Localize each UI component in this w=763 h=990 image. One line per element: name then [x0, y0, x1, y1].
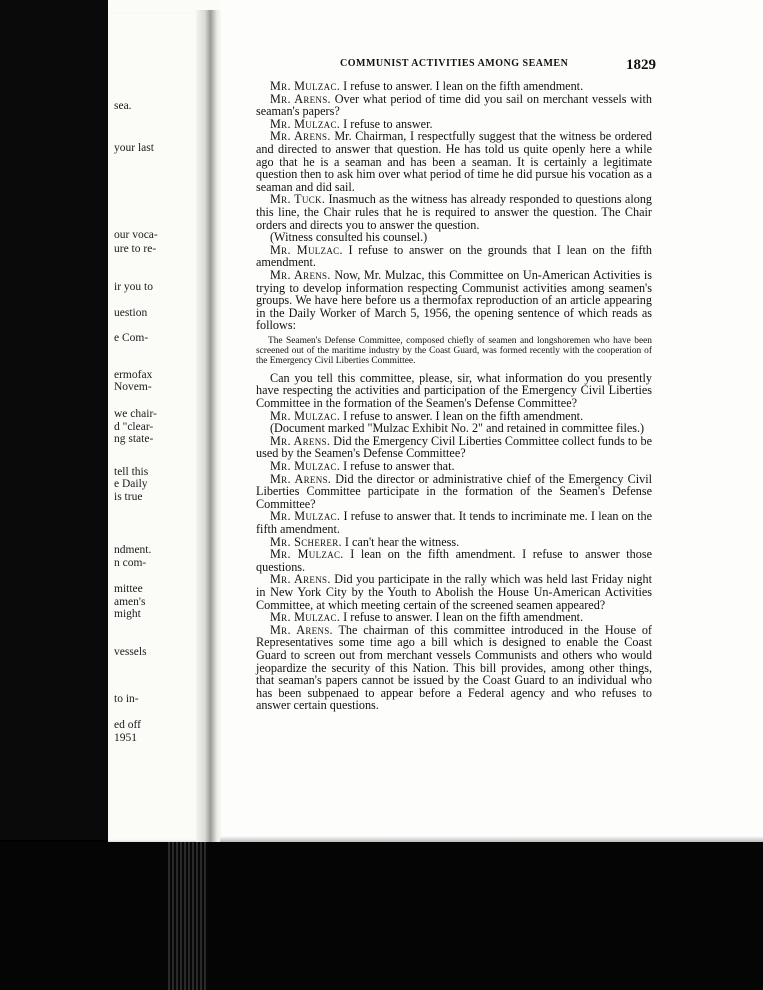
- paragraph-text: I refuse to answer that. It tends to incriminate me. I lean on the fifth amendment.: [256, 509, 652, 536]
- paragraph-text: Over what period of time did you sail on merchant vessels with seaman's papers?: [256, 91, 652, 119]
- facing-page-fragment: ng state-: [114, 433, 154, 445]
- facing-page-fragment: our voca-: [114, 229, 158, 241]
- transcript-paragraph: [256, 269, 652, 332]
- speaker-name: Mr. Arens.: [270, 471, 332, 486]
- transcript-paragraph: [256, 193, 652, 231]
- paragraph-text: I refuse to answer.: [343, 116, 433, 131]
- speaker-name: Mr. Mulzac.: [270, 116, 341, 131]
- speaker-name: Mr. Mulzac.: [270, 242, 343, 257]
- facing-page-fragment: n com-: [114, 557, 147, 569]
- transcript-paragraph: [256, 624, 652, 712]
- paragraph-text: Did the Emergency Civil Liberties Committee collect funds to be used by the Seamen's Defense Committee?: [256, 433, 652, 461]
- facing-page-fragment: ir you to: [114, 281, 153, 293]
- facing-page-fragment: ure to re-: [114, 243, 157, 255]
- speaker-name: Mr. Arens.: [270, 572, 331, 587]
- facing-page-fragment: ed off: [114, 719, 141, 731]
- scan-left-dark-margin: [0, 0, 114, 840]
- speaker-name: Mr. Mulzac.: [270, 459, 341, 474]
- paragraph-text: I refuse to answer on the grounds that I lean on the fifth amendment.: [256, 242, 652, 270]
- transcript-paragraph: [256, 548, 652, 573]
- paragraph-text: I refuse to answer. I lean on the fifth amendment.: [343, 408, 584, 423]
- facing-page-fragment: e Com-: [114, 332, 149, 344]
- paragraph-text: I refuse to answer that.: [343, 459, 455, 474]
- facing-page-fragment: Novem-: [114, 381, 152, 393]
- paragraph-text: Mr. Chairman, I respectfully suggest that the witness be ordered and directed to answer that question. He has told us quite openly here a while ago that he is a seaman and has been a seaman. It is certainly a legitimate question then to ask him over what period of time he did pursue his vocation as a seaman and did sail.: [256, 129, 652, 194]
- speaker-name: Mr. Arens.: [270, 267, 331, 282]
- paragraph-text: Did you participate in the rally which was held last Friday night in New York City by the Youth to Abolish the House Un-American Activities Committee, at which meeting certain of the screened seamen appeared?: [256, 572, 652, 612]
- transcript-paragraph: [256, 372, 652, 410]
- speaker-name: Mr. Mulzac.: [270, 610, 341, 625]
- paragraph-text: (Document marked "Mulzac Exhibit No. 2" and retained in committee files.): [270, 421, 645, 436]
- transcript-paragraph: [256, 244, 652, 269]
- scan-bottom-streaks: [168, 842, 208, 990]
- facing-page-fragment: ndment.: [114, 544, 152, 556]
- facing-page-fragment: d "clear-: [114, 421, 154, 433]
- transcript-paragraph: [256, 573, 652, 611]
- facing-page-fragment: sea.: [114, 100, 132, 112]
- paragraph-text: The Seamen's Defense Committee, composed chiefly of seamen and longshoremen who have been screened out of the maritime industry by the Coast Guard, was formed recently with the cooperation of the Emergency Civil Liberties Committee.: [256, 335, 652, 366]
- speaker-name: Mr. Mulzac.: [270, 79, 341, 93]
- speaker-name: Mr. Tuck.: [270, 192, 326, 207]
- facing-page-fragment: to in-: [114, 693, 139, 705]
- speaker-name: Mr. Arens.: [270, 91, 331, 106]
- paragraph-text: I refuse to answer. I lean on the fifth amendment.: [343, 610, 584, 625]
- running-head: COMMUNIST ACTIVITIES AMONG SEAMEN: [340, 58, 569, 69]
- book-gutter: [196, 10, 222, 842]
- transcript-paragraph: [256, 93, 652, 118]
- facing-page-fragment: e Daily: [114, 478, 148, 490]
- paragraph-text: The chairman of this committee introduced in the House of Representatives some time ago a bill which is designed to enable the Coast Guard to screen out from merchant vessels Communists and others who would jeopardize the security of this Nation. This bill provides, among other things, that seaman's papers cannot be issued by the Coast Guard to an individual who has been subpenaed to appear before a Federal agency and who refuses to answer certain questions.: [256, 622, 652, 713]
- paragraph-text: Inasmuch as the witness has already responded to questions along this line, the Chair rules that he is required to answer the question. The Chair orders and directs you to answer the question.: [256, 192, 653, 232]
- facing-page-fragment: tell this: [114, 466, 149, 478]
- facing-page-fragment: might: [114, 608, 141, 620]
- paragraph-text: I can't hear the witness.: [344, 534, 460, 549]
- facing-page-fragment: is true: [114, 491, 143, 503]
- speaker-name: Mr. Scherer.: [270, 534, 342, 549]
- paragraph-text: I lean on the fifth amendment. I refuse to answer those questions.: [256, 547, 652, 574]
- paragraph-text: I refuse to answer. I lean on the fifth amendment.: [343, 79, 584, 93]
- speaker-name: Mr. Mulzac.: [270, 408, 341, 423]
- speaker-name: Mr. Arens.: [270, 129, 331, 144]
- facing-page-fragment: amen's: [114, 596, 146, 608]
- paragraph-text: Can you tell this committee, please, sir, what information do you presently have respecting the activities and participation of the Emergency Civil Liberties Committee in the formation of the Seamen's Defense Committee?: [256, 370, 652, 411]
- paragraph-text: Now, Mr. Mulzac, this Committee on Un-American Activities is trying to develop information respecting Communist activities among seamen's groups. We have here before us a thermofax reproduction of an article appearing in the Daily Worker of March 5, 1956, the opening sentence of which reads as follows:: [256, 267, 652, 333]
- facing-page-fragment: your last: [114, 142, 154, 154]
- hearing-transcript: [256, 80, 652, 712]
- facing-page-fragment: we chair-: [114, 408, 157, 420]
- transcript-paragraph: [256, 510, 652, 535]
- transcript-paragraph: [256, 435, 652, 460]
- facing-page-fragment: ermofax: [114, 369, 153, 381]
- facing-page-fragment: vessels: [114, 646, 147, 658]
- speaker-name: Mr. Mulzac.: [270, 509, 341, 524]
- facing-page-fragment: mittee: [114, 583, 143, 595]
- scan-bottom-dark: [0, 842, 763, 990]
- facing-page-fragment: uestion: [114, 307, 148, 319]
- transcript-paragraph: [256, 473, 652, 511]
- speaker-name: Mr. Arens.: [270, 622, 333, 637]
- page-number: 1829: [626, 57, 656, 73]
- paragraph-text: Did the director or administrative chief of the Emergency Civil Liberties Committee participate in the formation of the Seamen's Defense Committee?: [256, 471, 652, 511]
- paragraph-text: (Witness consulted his counsel.): [270, 230, 428, 245]
- speaker-name: Mr. Arens.: [270, 433, 331, 448]
- facing-page-fragment: 1951: [114, 732, 137, 744]
- transcript-paragraph: [256, 130, 652, 193]
- quoted-passage: [256, 336, 652, 366]
- speaker-name: Mr. Mulzac.: [270, 547, 344, 562]
